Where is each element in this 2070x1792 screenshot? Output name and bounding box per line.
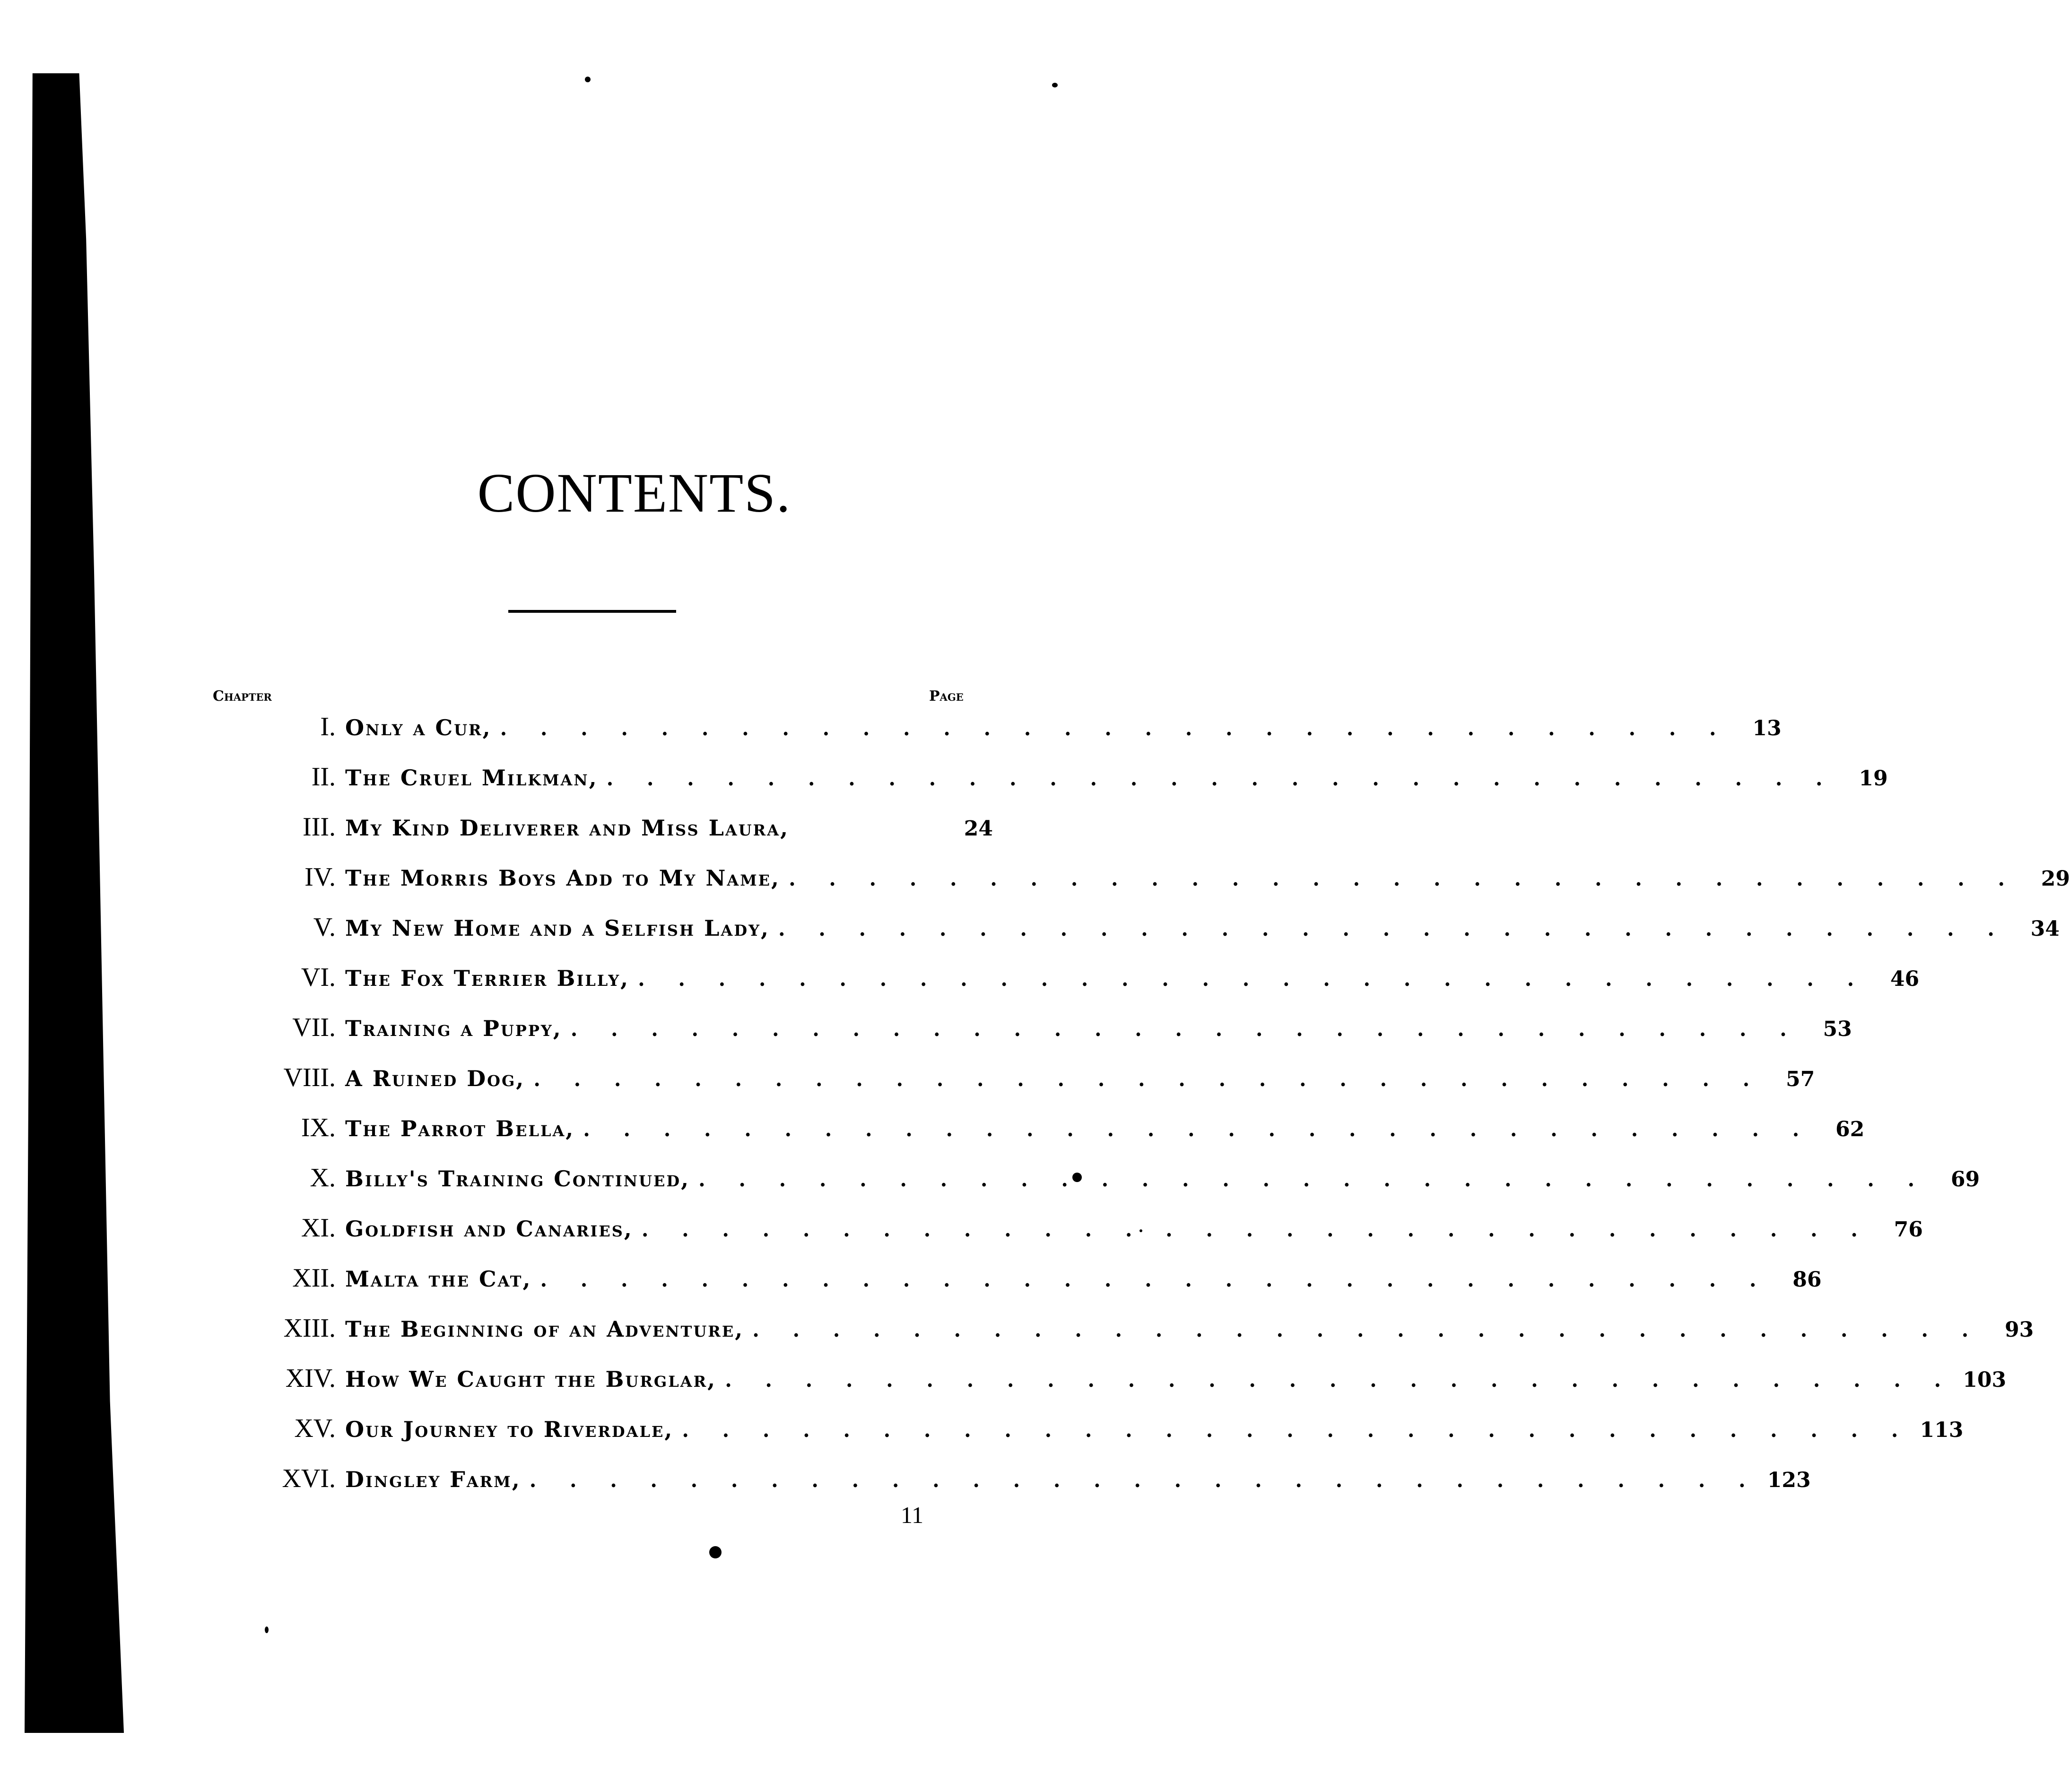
chapter-title: My Kind Deliverer and Miss Laura, [345,815,790,841]
chapter-number: X. [310,1163,336,1192]
chapter-column-header: Chapter [213,688,272,705]
chapter-number: XI. [301,1213,336,1243]
toc-row [255,1113,1865,1150]
chapter-title: Dingley Farm, [345,1467,521,1492]
chapter-title: The Morris Boys Add to My Name, [345,865,781,891]
dot-leader: . . . . . . . . . . . . . . . . . . . . . . . . . . . . . . . [529,1469,1759,1492]
chapter-number: XV. [294,1414,336,1443]
book-spine-shadow [25,73,124,1733]
dot-leader: . . . . . . . . . . . . . . . . . . . . . . . . . . . . . . . [725,1368,1955,1392]
ink-speck [585,77,591,82]
dot-leader: . . . . . . . . . . . . . . . . . . . . . . . . . . . . . . . [752,1318,1982,1341]
folio-page-number: 11 [901,1502,924,1528]
chapter-number: XII. [292,1263,336,1293]
chapter-title: The Beginning of an Adventure, [345,1316,744,1342]
chapter-title: How We Caught the Burglar, [345,1366,717,1392]
ink-speck [709,1546,722,1558]
ink-speck [265,1627,269,1633]
dot-leader: . . . . . . . . . . . . . . . . . . . . . . . . . . . . . . . [570,1018,1800,1041]
toc-row [255,1463,1811,1501]
chapter-number: VIII. [283,1063,336,1092]
chapter-title: Training a Puppy, [345,1016,562,1041]
page-number: 76 [1894,1218,1923,1242]
page-number: 123 [1767,1468,1811,1492]
chapter-number: XIV. [285,1364,336,1393]
dot-leader: . . . . . . . . . . . . . . . . . . . . . . . . . . . . . . . [698,1168,1928,1191]
chapter-title: Goldfish and Canaries, [345,1216,633,1242]
chapter-title: The Parrot Bella, [345,1116,575,1141]
page-number: 34 [2030,917,2060,941]
chapter-number: I. [320,712,336,741]
chapter-title: Only a Cur, [345,715,492,740]
chapter-title: Billy's Training Continued, [345,1166,690,1192]
page-number: 69 [1950,1167,1980,1192]
dot-leader: . . . . . . . . . . . . . . . . . . . . . . . . . . . . . . . [540,1268,1770,1291]
dot-leader: . . . . . . . . . . . . . . . . . . . . . . . . . . . . . . . [641,1218,1871,1241]
toc-row [255,1062,1815,1100]
chapter-number: III. [303,812,336,842]
page-number: 93 [2004,1318,2034,1342]
page-number: 24 [964,817,993,841]
toc-row [255,812,993,850]
page-number: 103 [1963,1368,2007,1392]
dot-leader: . . . . . . . . . . . . . . . . . . . . . . . . . . . . . . . [500,717,1730,740]
page-number: 53 [1823,1017,1852,1041]
chapter-title: The Cruel Milkman, [345,765,598,791]
page-number: 86 [1792,1268,1822,1292]
ink-speck [1052,83,1058,87]
chapter-number: V. [313,913,336,942]
chapter-number: IV. [304,862,336,892]
toc-row [255,1012,1852,1050]
toc-row [255,1313,2034,1351]
dot-leader: . . . . . . . . . . . . . . . . . . . . . . . . . . . . . . . [533,1068,1763,1091]
toc-row [255,912,2060,950]
toc-row [255,1413,1964,1451]
page-number: 57 [1786,1067,1815,1091]
page-number: 19 [1859,766,1888,791]
dot-leader: . . . . . . . . . . . . . . . . . . . . . . . . . . . . . . . [778,917,2008,940]
toc-row [255,862,2070,900]
chapter-number: IX. [301,1113,336,1142]
page-number: 46 [1890,967,1920,991]
chapter-number: XIII. [283,1314,336,1343]
chapter-title: My New Home and a Selfish Lady, [345,915,770,941]
dot-leader: . . . . . . . . . . . . . . . . . . . . . . . . . . . . . . . [583,1118,1813,1141]
chapter-number: VII. [292,1013,336,1042]
title-rule [508,610,676,613]
dot-leader: . . . . . . . . . . . . . . . . . . . . . . . . . . . . . . . [638,967,1868,991]
toc-row [255,712,1782,749]
toc-row [255,1213,1923,1251]
page-number: 113 [1920,1418,1964,1442]
toc-row [255,1363,2007,1401]
page-title: CONTENTS. [477,462,791,524]
chapter-number: VI. [301,963,336,992]
toc-row [255,1263,1822,1301]
chapter-title: Malta the Cat, [345,1266,532,1292]
chapter-title: The Fox Terrier Billy, [345,966,630,991]
toc-row [255,1163,1980,1200]
chapter-number: II. [311,762,336,792]
page-number: 62 [1835,1117,1865,1141]
page-number: 13 [1752,716,1782,740]
dot-leader: . . . . . . . . . . . . . . . . . . . . . . . . . . . . . . . [789,867,2018,890]
chapter-number: XVI. [282,1464,336,1493]
toc-row [255,962,1920,1000]
dot-leader: . . . . . . . . . . . . . . . . . . . . . . . . . . . . . . . [682,1418,1912,1442]
dot-leader: . . . . . . . . . . . . . . . . . . . . . . . . . . . . . . . [606,767,1836,790]
chapter-title: Our Journey to Riverdale, [345,1417,674,1442]
toc-row [255,762,1888,800]
page-number: 29 [2041,867,2070,891]
page-column-header: Page [929,688,964,705]
chapter-title: A Ruined Dog, [345,1066,525,1091]
